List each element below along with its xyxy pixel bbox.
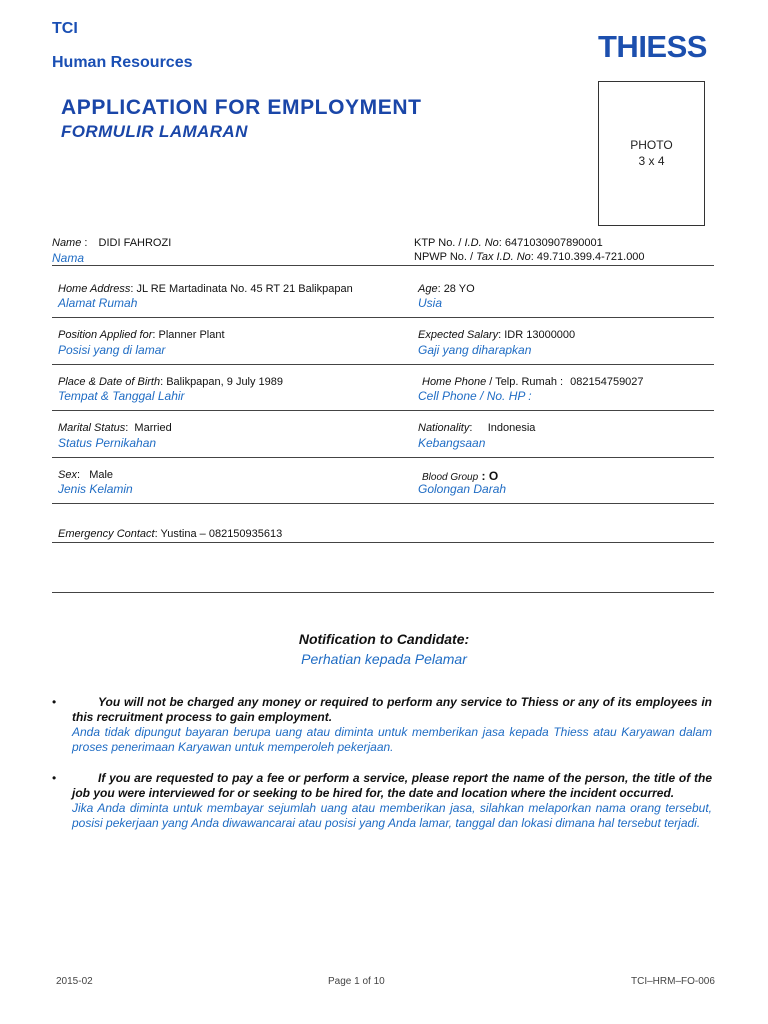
form-subtitle: FORMULIR LAMARAN xyxy=(61,122,248,141)
age-field xyxy=(418,283,475,295)
ktp-field xyxy=(414,237,603,249)
department-name: Human Resources xyxy=(52,54,193,71)
divider xyxy=(52,410,714,411)
bullet-icon: • xyxy=(52,695,57,709)
age-value: : 28 YO xyxy=(437,283,475,295)
notification-item-id: Jika Anda diminta untuk membayar sejumlah uang atau memberikan jasa, silahkan melaporkan nama orang tersebut, posisi pekerjaan yang Anda diwawancarai atau posisi yang Anda lamar, tanggal dan lokasi dimana hal tersebut terjadi. xyxy=(72,801,712,830)
position-sub: Posisi yang di lamar xyxy=(58,343,166,357)
blood-value: O xyxy=(488,469,499,483)
position-value: : Planner Plant xyxy=(152,329,225,341)
footer-doc-code: TCI–HRM–FO-006 xyxy=(631,976,715,987)
ktp-label-a: KTP No. / xyxy=(414,237,465,249)
age-label: Age xyxy=(418,283,438,295)
divider xyxy=(52,265,714,266)
photo-placeholder xyxy=(598,81,705,226)
marital-sub: Status Pernikahan xyxy=(58,436,157,450)
divider xyxy=(52,542,714,543)
sex-sub: Jenis Kelamin xyxy=(58,482,133,496)
age-sub: Usia xyxy=(418,296,443,310)
birth-value: : Balikpapan, 9 July 1989 xyxy=(160,376,284,388)
position-label: Position Applied for xyxy=(58,329,153,341)
nationality-label: Nationality xyxy=(418,422,470,434)
salary-sub: Gaji yang diharapkan xyxy=(418,343,532,357)
birth-sub: Tempat & Tanggal Lahir xyxy=(58,389,185,403)
nationality-sub: Kebangsaan xyxy=(418,436,486,450)
bullet-icon: • xyxy=(52,771,57,785)
phone-label-b: / Telp. Rumah : xyxy=(486,376,564,388)
ktp-label-b: I.D. No xyxy=(464,237,499,249)
phone-field xyxy=(422,376,644,388)
nationality-value: : Indonesia xyxy=(469,422,536,434)
salary-field xyxy=(418,329,575,341)
marital-label: Marital Status xyxy=(58,422,126,434)
photo-label: PHOTO xyxy=(630,138,673,152)
notification-item xyxy=(72,695,712,755)
address-sub: Alamat Rumah xyxy=(58,296,138,310)
sex-field xyxy=(58,469,113,481)
name-value: DIDI FAHROZI xyxy=(98,237,172,249)
divider xyxy=(52,457,714,458)
blood-label: Blood Group xyxy=(422,472,479,483)
name-label: Name xyxy=(52,237,82,249)
emergency-field xyxy=(58,528,282,540)
position-field xyxy=(58,329,225,341)
notification-item-id: Anda tidak dipungut bayaran berupa uang atau diminta untuk memberikan jasa kepada Thiess atau Karyawan dalam proses penerimaan Karyawan untuk memperoleh pekerjaan. xyxy=(72,725,712,754)
salary-label: Expected Salary xyxy=(418,329,499,341)
birth-label: Place & Date of Birth xyxy=(58,376,161,388)
sex-label: Sex xyxy=(58,469,77,481)
address-field xyxy=(58,283,353,295)
notification-title: Notification to Candidate: xyxy=(298,631,470,647)
blood-field xyxy=(422,469,498,483)
notification-item xyxy=(72,771,712,831)
address-label: Home Address xyxy=(58,283,131,295)
divider xyxy=(52,503,714,504)
notification-item-en: You will not be charged any money or required to perform any service to Thiess or any of its employees in this recruitment process to gain employment. xyxy=(72,695,712,724)
blood-sep: : xyxy=(478,469,489,483)
npwp-field xyxy=(414,251,645,263)
footer-date-code: 2015-02 xyxy=(56,976,93,987)
ktp-value: : 6471030907890001 xyxy=(498,237,603,249)
marital-value: : Married xyxy=(125,422,172,434)
name-sep: : xyxy=(81,237,88,249)
salary-value: : IDR 13000000 xyxy=(498,329,576,341)
phone-value: 082154759027 xyxy=(570,376,644,388)
address-value: : JL RE Martadinata No. 45 RT 21 Balikpapan xyxy=(130,283,353,295)
notification-item-en: If you are requested to pay a fee or perform a service, please report the name of the person, the title of the job you were interviewed for or seeking to be hired for, the date and location where the incident occurred. xyxy=(72,771,712,800)
thiess-logo: THIESS xyxy=(598,29,707,64)
form-title: APPLICATION FOR EMPLOYMENT xyxy=(61,96,422,119)
company-name: TCI xyxy=(52,20,78,37)
nationality-field xyxy=(418,422,535,434)
name-field xyxy=(52,237,171,249)
birth-field xyxy=(58,376,283,388)
notification-subtitle: Perhatian kepada Pelamar xyxy=(301,651,467,667)
divider xyxy=(52,592,714,593)
divider xyxy=(52,364,714,365)
emergency-value: : Yustina – 082150935613 xyxy=(154,528,283,540)
divider xyxy=(52,317,714,318)
photo-size: 3 x 4 xyxy=(638,154,665,168)
phone-label-a: Home Phone xyxy=(422,376,487,388)
npwp-label-b: Tax I.D. No xyxy=(476,251,531,263)
emergency-label: Emergency Contact xyxy=(58,528,155,540)
phone-sub: Cell Phone / No. HP : xyxy=(418,389,532,403)
blood-sub: Golongan Darah xyxy=(418,482,507,496)
npwp-value: : 49.710.399.4-721.000 xyxy=(530,251,645,263)
npwp-label-a: NPWP No. / xyxy=(414,251,477,263)
marital-field xyxy=(58,422,172,434)
footer-page-number: Page 1 of 10 xyxy=(328,976,385,987)
sex-value: : Male xyxy=(76,469,114,481)
name-sub: Nama xyxy=(52,251,85,265)
